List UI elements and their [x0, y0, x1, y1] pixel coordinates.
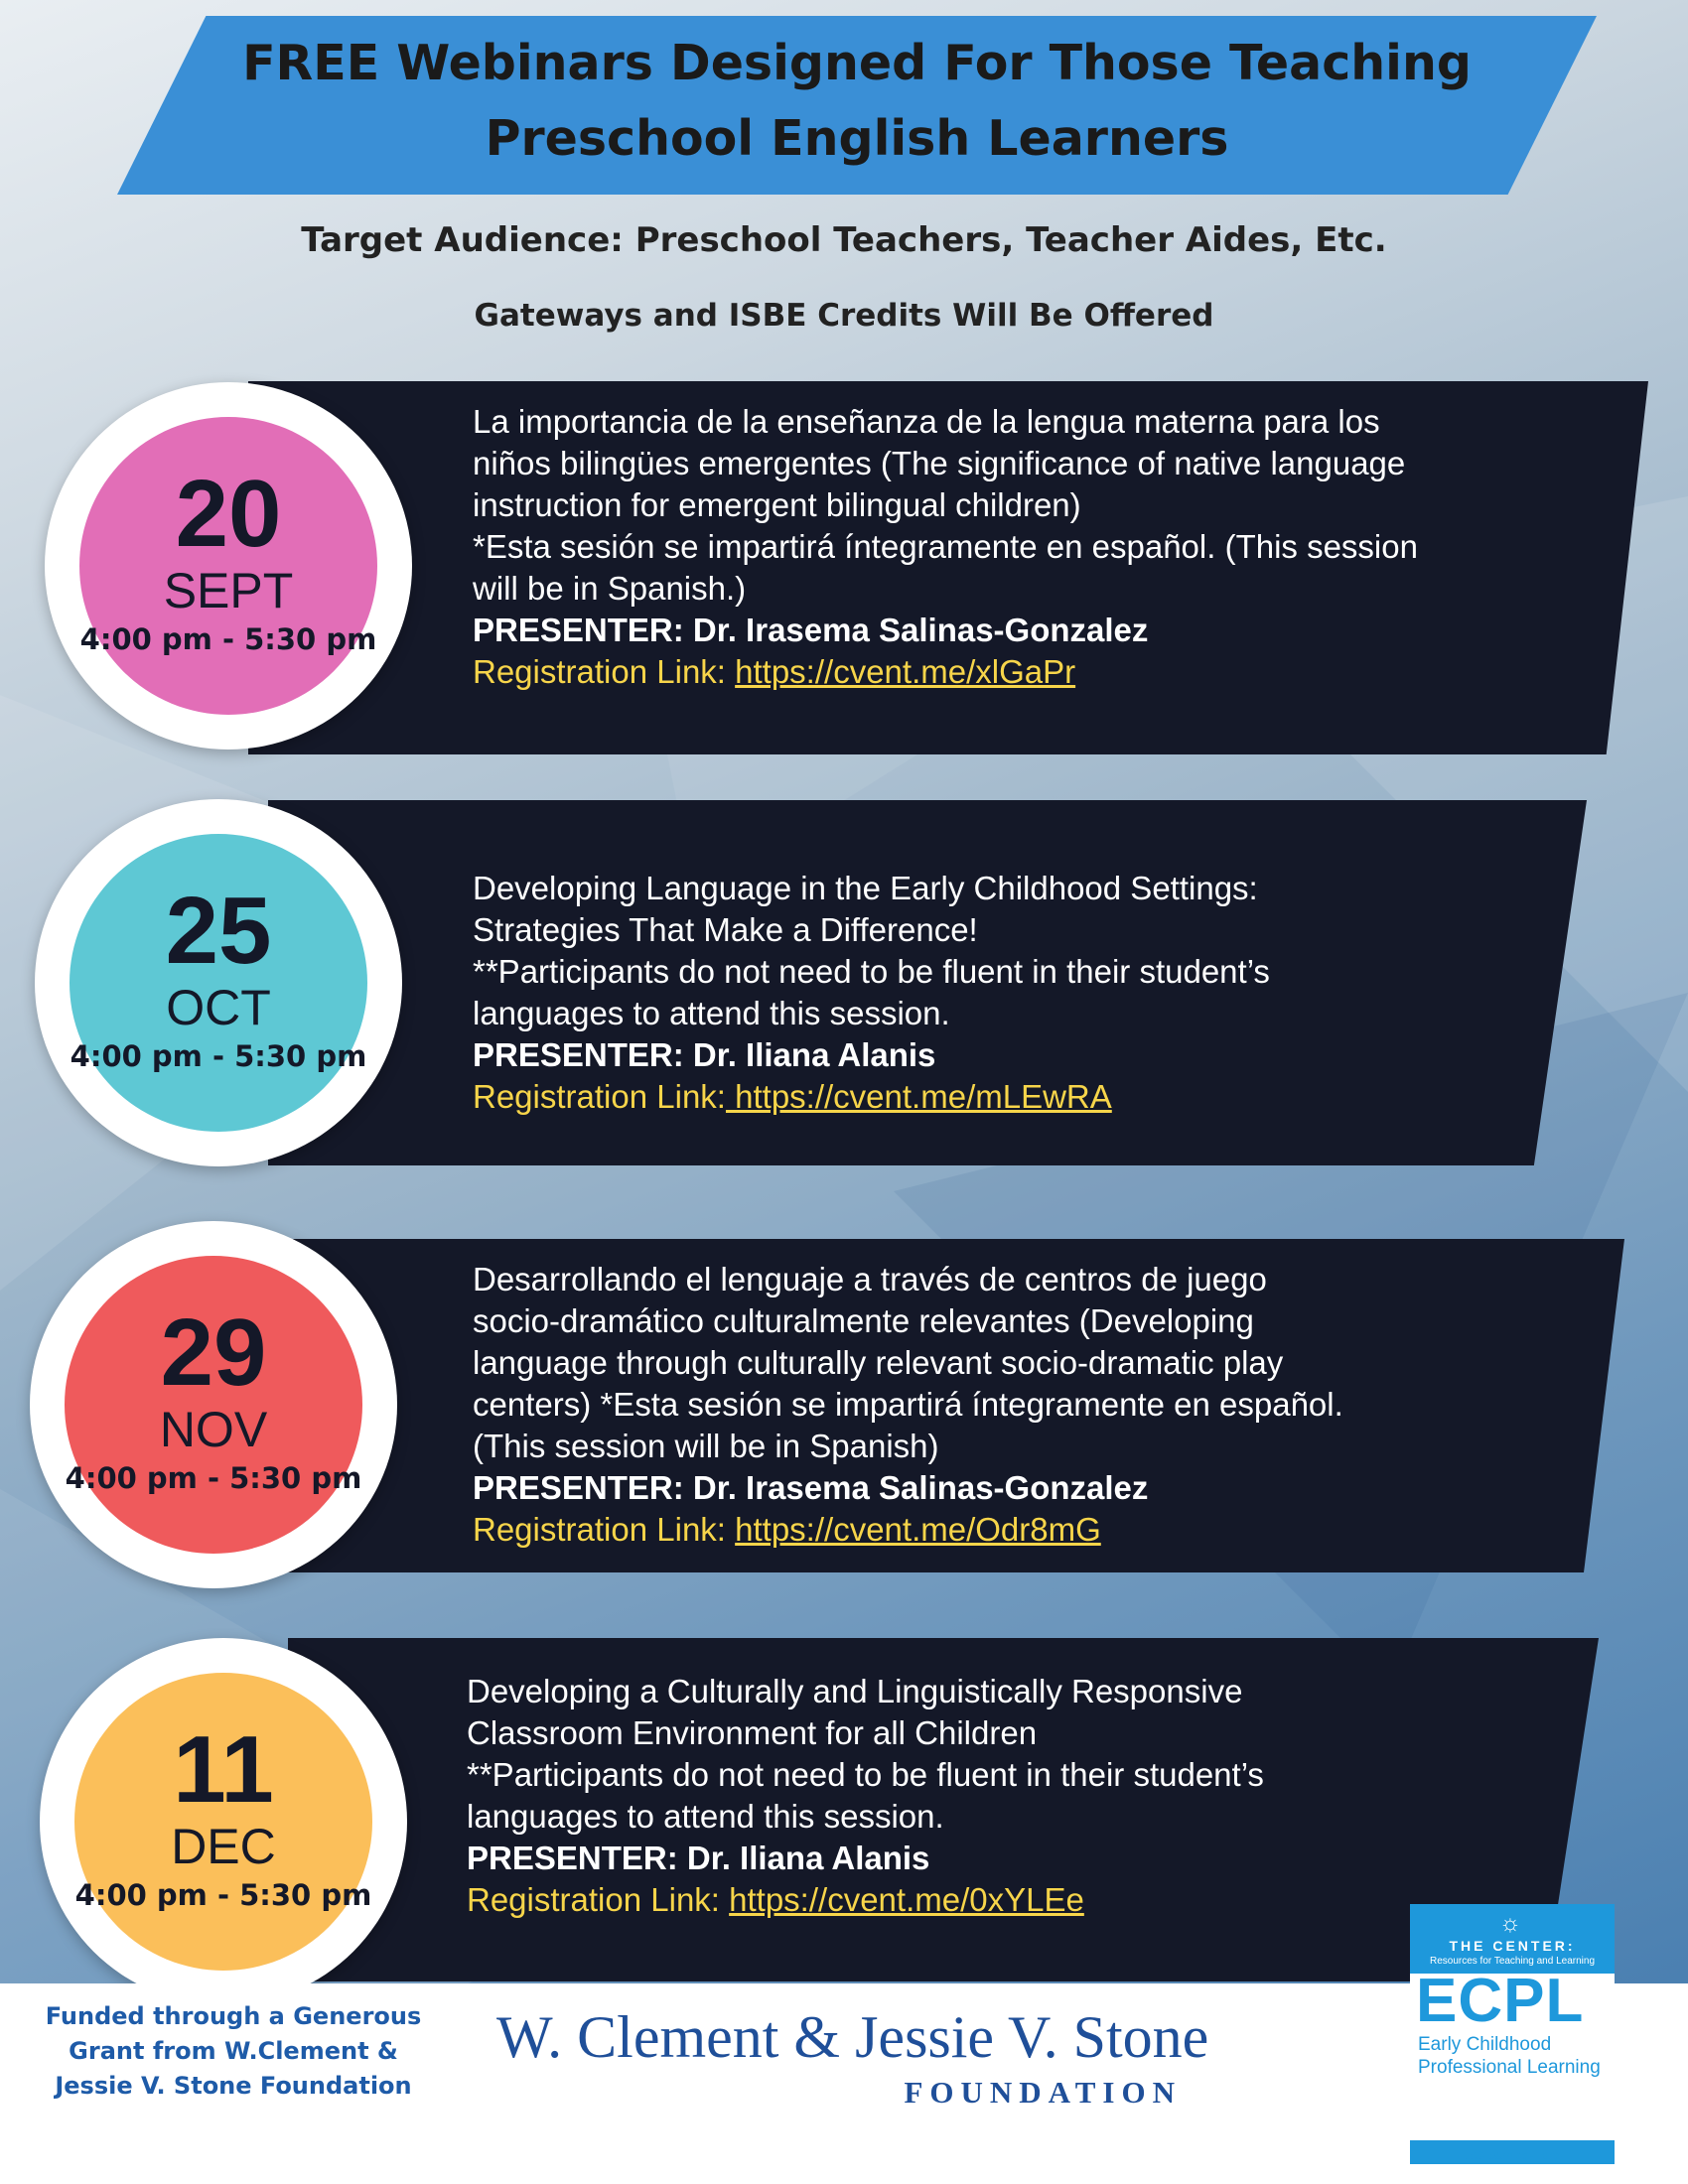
registration-link[interactable]: https://cvent.me/Odr8mG [735, 1511, 1101, 1548]
session-description-line: La importancia de la enseñanza de la lengua materna para los [473, 403, 1380, 440]
registration-link[interactable]: https://cvent.me/0xYLEe [729, 1881, 1084, 1918]
registration-row [473, 1509, 1343, 1551]
session-time: 4:00 pm - 5:30 pm [65, 1461, 362, 1495]
target-audience: Target Audience: Preschool Teachers, Teacher Aides, Etc. [301, 220, 1387, 260]
funding-note: Funded through a Generous Grant from W.Clement & Jessie V. Stone Foundation [45, 2002, 422, 2100]
session-time: 4:00 pm - 5:30 pm [70, 1039, 367, 1073]
session-description-line: Strategies That Make a Difference! [473, 911, 978, 948]
session-description-line: instruction for emergent bilingual children) [473, 486, 1081, 523]
foundation-logo-name: W. Clement & Jessie V. Stone [496, 2004, 1209, 2070]
registration-link[interactable]: https://cvent.me/xlGaPr [735, 653, 1076, 690]
date-month: NOV [159, 1402, 268, 1457]
registration-row [467, 1879, 1264, 1921]
logo-center-subtitle: Resources for Teaching and Learning [1429, 1956, 1596, 1967]
sun-icon: ☼ [1499, 1910, 1521, 1937]
session-description-line: socio-dramático culturalmente relevantes (Developing [473, 1302, 1254, 1339]
date-day: 25 [165, 878, 272, 984]
session-description-line: will be in Spanish.) [473, 570, 747, 607]
registration-label: Registration Link: [467, 1881, 730, 1918]
presenter-name: PRESENTER: Dr. Iliana Alanis [473, 1036, 936, 1073]
credits-note: Gateways and ISBE Credits Will Be Offered [474, 298, 1214, 334]
date-day: 20 [175, 461, 282, 567]
date-day: 11 [173, 1716, 274, 1823]
session-description-line: Classroom Environment for all Children [467, 1714, 1038, 1751]
presenter-name: PRESENTER: Dr. Iliana Alanis [467, 1840, 930, 1876]
date-badge-dec [40, 1638, 407, 2005]
session-details-dec [467, 1671, 1264, 1921]
session-description-line: languages to attend this session. [473, 995, 950, 1031]
page-title: FREE Webinars Designed For Those Teaching Preschool English Learners [242, 35, 1472, 167]
registration-label: Registration Link: [473, 653, 736, 690]
ecpl-logo [1410, 1904, 1615, 2164]
session-description-line: Developing a Culturally and Linguistically Responsive [467, 1673, 1243, 1709]
presenter-name: PRESENTER: Dr. Irasema Salinas-Gonzalez [473, 612, 1149, 648]
session-details-nov [473, 1259, 1343, 1551]
date-month: SEPT [163, 563, 294, 618]
session-description-line: **Participants do not need to be fluent in their student’s [467, 1756, 1264, 1793]
session-description-line: *Esta sesión se impartirá íntegramente en español. (This session [473, 528, 1418, 565]
session-time: 4:00 pm - 5:30 pm [79, 622, 377, 656]
session-description-line: Developing Language in the Early Childhood Settings: [473, 870, 1258, 906]
logo-ecpl-subtitle: Early Childhood Professional Learning [1418, 2034, 1601, 2078]
logo-center-title: THE CENTER: [1449, 1938, 1576, 1954]
session-description-line: centers) *Esta sesión se impartirá íntegramente en español. [473, 1386, 1343, 1423]
session-description-line: **Participants do not need to be fluent in their student’s [473, 953, 1270, 990]
session-description-line: niños bilingües emergentes (The significance of native language [473, 445, 1406, 481]
presenter-name: PRESENTER: Dr. Irasema Salinas-Gonzalez [473, 1469, 1149, 1506]
session-time: 4:00 pm - 5:30 pm [74, 1878, 372, 1912]
session-description-line: (This session will be in Spanish) [473, 1428, 939, 1464]
registration-label: Registration Link: [473, 1078, 726, 1115]
date-badge-sept [45, 382, 412, 750]
foundation-logo-word: FOUNDATION [904, 2075, 1182, 2110]
session-description-line: language through culturally relevant socio-dramatic play [473, 1344, 1284, 1381]
registration-row [473, 1076, 1270, 1118]
date-badge-nov [30, 1221, 397, 1588]
session-description-line: languages to attend this session. [467, 1798, 944, 1835]
logo-url: ECLearningIL.org [1465, 2148, 1560, 2162]
registration-row [473, 651, 1418, 693]
session-description-line: Desarrollando el lenguaje a través de centros de juego [473, 1261, 1267, 1297]
registration-label: Registration Link: [473, 1511, 736, 1548]
date-day: 29 [160, 1299, 267, 1406]
date-month: DEC [171, 1819, 276, 1874]
registration-link[interactable]: https://cvent.me/mLEwRA [725, 1078, 1112, 1115]
date-month: OCT [166, 980, 271, 1035]
date-badge-oct [35, 799, 402, 1166]
logo-ecpl: ECPL [1416, 1967, 1585, 2035]
session-details-sept [473, 401, 1418, 693]
session-details-oct [473, 868, 1270, 1118]
